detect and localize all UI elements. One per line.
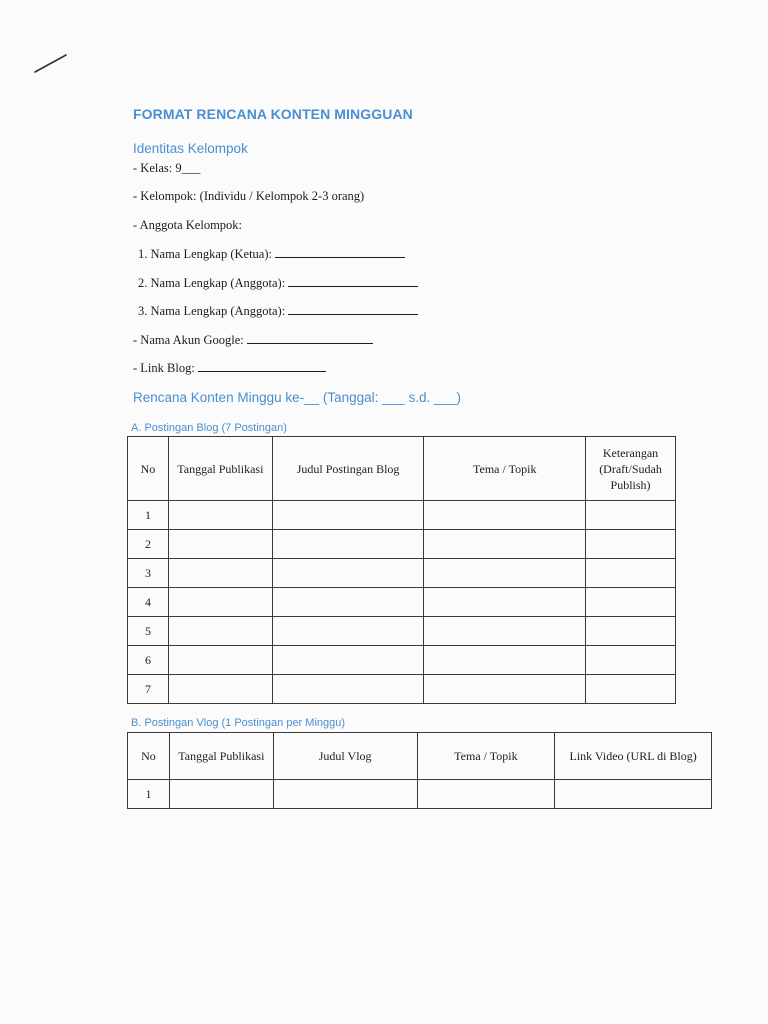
- judul-cell[interactable]: [272, 617, 424, 646]
- member3-label: 3. Nama Lengkap (Anggota):: [138, 304, 286, 318]
- akun-label: - Nama Akun Google:: [133, 333, 244, 347]
- kelompok-line: - Kelompok: (Individu / Kelompok 2-3 orang): [133, 189, 365, 203]
- tanggal-cell[interactable]: [168, 501, 272, 530]
- blog-header-row: [128, 437, 676, 501]
- table-row: [128, 617, 676, 646]
- vlog-header-judul: Judul Vlog: [273, 733, 417, 780]
- row-number: 1: [128, 501, 169, 530]
- tema-cell[interactable]: [424, 617, 586, 646]
- row-number: 5: [128, 617, 169, 646]
- tanggal-cell[interactable]: [168, 646, 272, 675]
- akun-line: [133, 333, 373, 348]
- row-number: 6: [128, 646, 169, 675]
- link-line: [133, 361, 326, 376]
- member1-blank[interactable]: [275, 247, 405, 258]
- blog-header-tema: Tema / Topik: [424, 437, 586, 501]
- keterangan-cell[interactable]: [586, 559, 676, 588]
- vlog-header-row: [128, 733, 712, 780]
- table-row: [128, 588, 676, 617]
- vlog-header-tema: Tema / Topik: [417, 733, 555, 780]
- tanggal-cell[interactable]: [168, 675, 272, 704]
- keterangan-cell[interactable]: [586, 530, 676, 559]
- tanggal-cell[interactable]: [168, 588, 272, 617]
- table-row: [128, 646, 676, 675]
- row-number: 4: [128, 588, 169, 617]
- tanggal-cell[interactable]: [168, 530, 272, 559]
- vlog-header-tanggal: Tanggal Publikasi: [169, 733, 273, 780]
- vlog-header-no: No: [128, 733, 170, 780]
- keterangan-cell[interactable]: [586, 617, 676, 646]
- table-row: [128, 530, 676, 559]
- table-row: [128, 780, 712, 809]
- judul-cell[interactable]: [272, 559, 424, 588]
- member2-blank[interactable]: [288, 276, 418, 287]
- tema-cell[interactable]: [424, 559, 586, 588]
- link-cell[interactable]: [555, 780, 712, 809]
- row-number: 2: [128, 530, 169, 559]
- tema-cell[interactable]: [424, 530, 586, 559]
- tanggal-cell[interactable]: [168, 617, 272, 646]
- akun-blank[interactable]: [247, 333, 373, 344]
- keterangan-cell[interactable]: [586, 588, 676, 617]
- vlog-table: [127, 732, 712, 809]
- tema-cell[interactable]: [424, 501, 586, 530]
- judul-cell[interactable]: [273, 780, 417, 809]
- pen-stroke-mark: [33, 52, 69, 76]
- identity-heading: Identitas Kelompok: [133, 141, 248, 156]
- blog-header-tanggal: Tanggal Publikasi: [168, 437, 272, 501]
- blog-table: [127, 436, 676, 704]
- table-row: [128, 559, 676, 588]
- member1-line: [138, 247, 405, 262]
- table-row: [128, 501, 676, 530]
- keterangan-cell[interactable]: [586, 501, 676, 530]
- member3-blank[interactable]: [288, 304, 418, 315]
- vlog-header-link: Link Video (URL di Blog): [555, 733, 712, 780]
- table-row: [128, 675, 676, 704]
- judul-cell[interactable]: [272, 646, 424, 675]
- link-blank[interactable]: [198, 361, 326, 372]
- link-label: - Link Blog:: [133, 361, 195, 375]
- vlog-table-title: B. Postingan Vlog (1 Postingan per Minggu): [131, 717, 346, 729]
- blog-header-judul: Judul Postingan Blog: [272, 437, 424, 501]
- page-title: FORMAT RENCANA KONTEN MINGGUAN: [133, 106, 413, 122]
- tema-cell[interactable]: [424, 588, 586, 617]
- blog-table-title: A. Postingan Blog (7 Postingan): [131, 422, 287, 434]
- row-number: 7: [128, 675, 169, 704]
- plan-heading: Rencana Konten Minggu ke-__ (Tanggal: ___ s.d. ___): [133, 390, 461, 405]
- keterangan-cell[interactable]: [586, 646, 676, 675]
- member2-label: 2. Nama Lengkap (Anggota):: [138, 276, 286, 290]
- anggota-line: - Anggota Kelompok:: [133, 218, 243, 232]
- blog-header-keterangan: Keterangan (Draft/Sudah Publish): [586, 437, 676, 501]
- tanggal-cell[interactable]: [169, 780, 273, 809]
- kelas-line: - Kelas: 9___: [133, 161, 201, 175]
- blog-header-no: No: [128, 437, 169, 501]
- judul-cell[interactable]: [272, 501, 424, 530]
- member2-line: [138, 276, 418, 291]
- tema-cell[interactable]: [424, 675, 586, 704]
- row-number: 3: [128, 559, 169, 588]
- judul-cell[interactable]: [272, 530, 424, 559]
- tema-cell[interactable]: [417, 780, 555, 809]
- row-number: 1: [128, 780, 170, 809]
- keterangan-cell[interactable]: [586, 675, 676, 704]
- judul-cell[interactable]: [272, 588, 424, 617]
- tema-cell[interactable]: [424, 646, 586, 675]
- tanggal-cell[interactable]: [168, 559, 272, 588]
- member3-line: [138, 304, 418, 319]
- member1-label: 1. Nama Lengkap (Ketua):: [138, 247, 272, 261]
- judul-cell[interactable]: [272, 675, 424, 704]
